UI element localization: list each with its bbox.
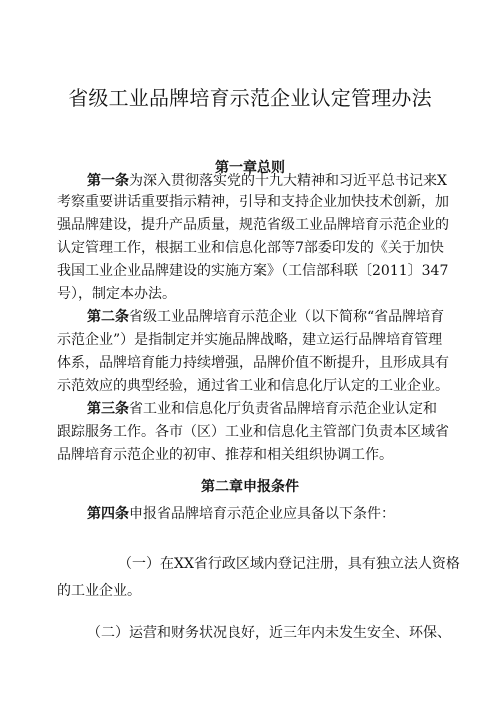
article-1-line-2: 考察重要讲话重要指示精神，引导和支持企业加快技术创新，加 <box>57 194 449 210</box>
article-2-line-3: 体系，品牌培育能力持续增强，品牌价值不断提升，且形成具有 <box>57 355 449 371</box>
article-4-label: 第四条 <box>87 506 129 522</box>
article-2-label: 第二条 <box>87 309 129 325</box>
article-1-line-1 <box>87 172 447 190</box>
article-2-line-1 <box>87 308 444 326</box>
document-title: 省级工业品牌培育示范企业认定管理办法 <box>68 86 432 110</box>
article-4-line-1 <box>87 505 395 523</box>
article-1-line-3: 强品牌建设，提升产品质量，规范省级工业品牌培育示范企业的 <box>57 217 449 233</box>
article-4-clause-1-line-1: （一）在XX省行政区域内登记注册，具有独立法人资格 <box>118 556 460 572</box>
article-2-line-4: 示范效应的典型经验，通过省工业和信息化厅认定的工业企业。 <box>57 378 449 394</box>
article-1-line-5: 我国工业企业品牌建设的实施方案》（工信部科联〔2011〕347 <box>57 263 449 279</box>
article-1-line-6: 号），制定本办法。 <box>57 286 176 302</box>
article-1-text-1: 为深入贯彻落实党的十九大精神和习近平总书记来X <box>129 173 447 189</box>
chapter-heading-2: 第二章申报条件 <box>201 479 299 495</box>
article-3-label: 第三条 <box>87 401 129 417</box>
article-2-line-2: 示范企业”）是指制定并实施品牌战略，建立运行品牌培育管理 <box>57 332 443 348</box>
article-3-line-3: 品牌培育示范企业的初审、推荐和相关组织协调工作。 <box>57 447 393 463</box>
article-1-line-4: 认定管理工作，根据工业和信息化部等7部委印发的《关于加快 <box>57 240 444 256</box>
article-3-text-1: 省工业和信息化厅负责省品牌培育示范企业认定和 <box>129 401 437 417</box>
article-3-line-1 <box>87 400 437 418</box>
chapter-heading-1: 第一章总则 <box>215 160 285 176</box>
article-4-clause-2-line-1: （二）运营和财务状况良好，近三年内未发生安全、环保、 <box>87 625 451 641</box>
article-3-line-2: 跟踪服务工作。各市（区）工业和信息化主管部门负责本区域省 <box>57 424 449 440</box>
article-4-clause-1-line-2: 的工业企业。 <box>57 583 141 599</box>
article-1-label: 第一条 <box>87 173 129 189</box>
article-4-text-1: 申报省品牌培育示范企业应具备以下条件： <box>129 506 395 522</box>
article-2-text-1: 省级工业品牌培育示范企业（以下简称“省品牌培育 <box>129 309 445 325</box>
